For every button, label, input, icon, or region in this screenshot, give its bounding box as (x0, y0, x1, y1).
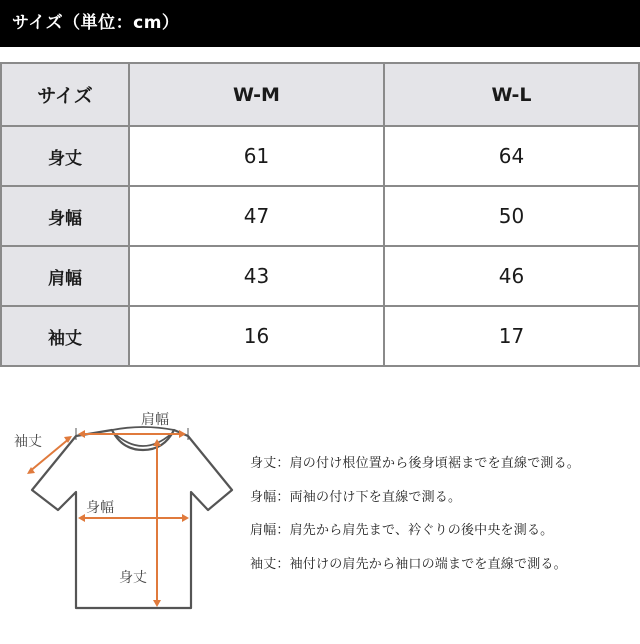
table-row (1, 306, 639, 366)
diagram-label-length: 身丈 (119, 570, 147, 586)
page-title: サイズ（単位：cm） (0, 0, 640, 47)
table-cell: 46 (384, 246, 639, 306)
measurement-notes (250, 456, 635, 590)
column-header-size: サイズ (1, 63, 129, 126)
table-cell: 43 (129, 246, 384, 306)
row-label-shoulder: 肩幅 (1, 246, 129, 306)
table-cell: 64 (384, 126, 639, 186)
table-cell: 61 (129, 126, 384, 186)
note-sleeve: 袖丈：袖付けの肩先から袖口の端までを直線で測る。 (250, 556, 567, 572)
table-cell: 50 (384, 186, 639, 246)
table-row (1, 126, 639, 186)
column-header-wl: W-L (384, 63, 639, 126)
column-header-wm: W-M (129, 63, 384, 126)
table-header-row (1, 63, 639, 126)
length-arrow (153, 439, 161, 607)
diagram-label-chest: 身幅 (86, 500, 114, 516)
tshirt-illustration (0, 392, 240, 640)
note-length: 身丈：肩の付け根位置から後身頃裾までを直線で測る。 (250, 456, 581, 471)
table-row (1, 186, 639, 246)
row-label-chest: 身幅 (1, 186, 129, 246)
table-cell: 16 (129, 306, 384, 366)
table-cell: 47 (129, 186, 384, 246)
row-label-length: 身丈 (1, 126, 129, 186)
row-label-sleeve: 袖丈 (1, 306, 129, 366)
diagram-label-sleeve: 袖丈 (14, 434, 42, 450)
table-row (1, 246, 639, 306)
tshirt-diagram (0, 392, 240, 640)
note-shoulder: 肩幅：肩先から肩先まで、衿ぐりの後中央を測る。 (250, 523, 554, 538)
size-table (0, 62, 640, 367)
note-chest: 身幅：両袖の付け下を直線で測る。 (250, 489, 462, 505)
diagram-label-shoulder: 肩幅 (141, 412, 169, 428)
table-cell: 17 (384, 306, 639, 366)
